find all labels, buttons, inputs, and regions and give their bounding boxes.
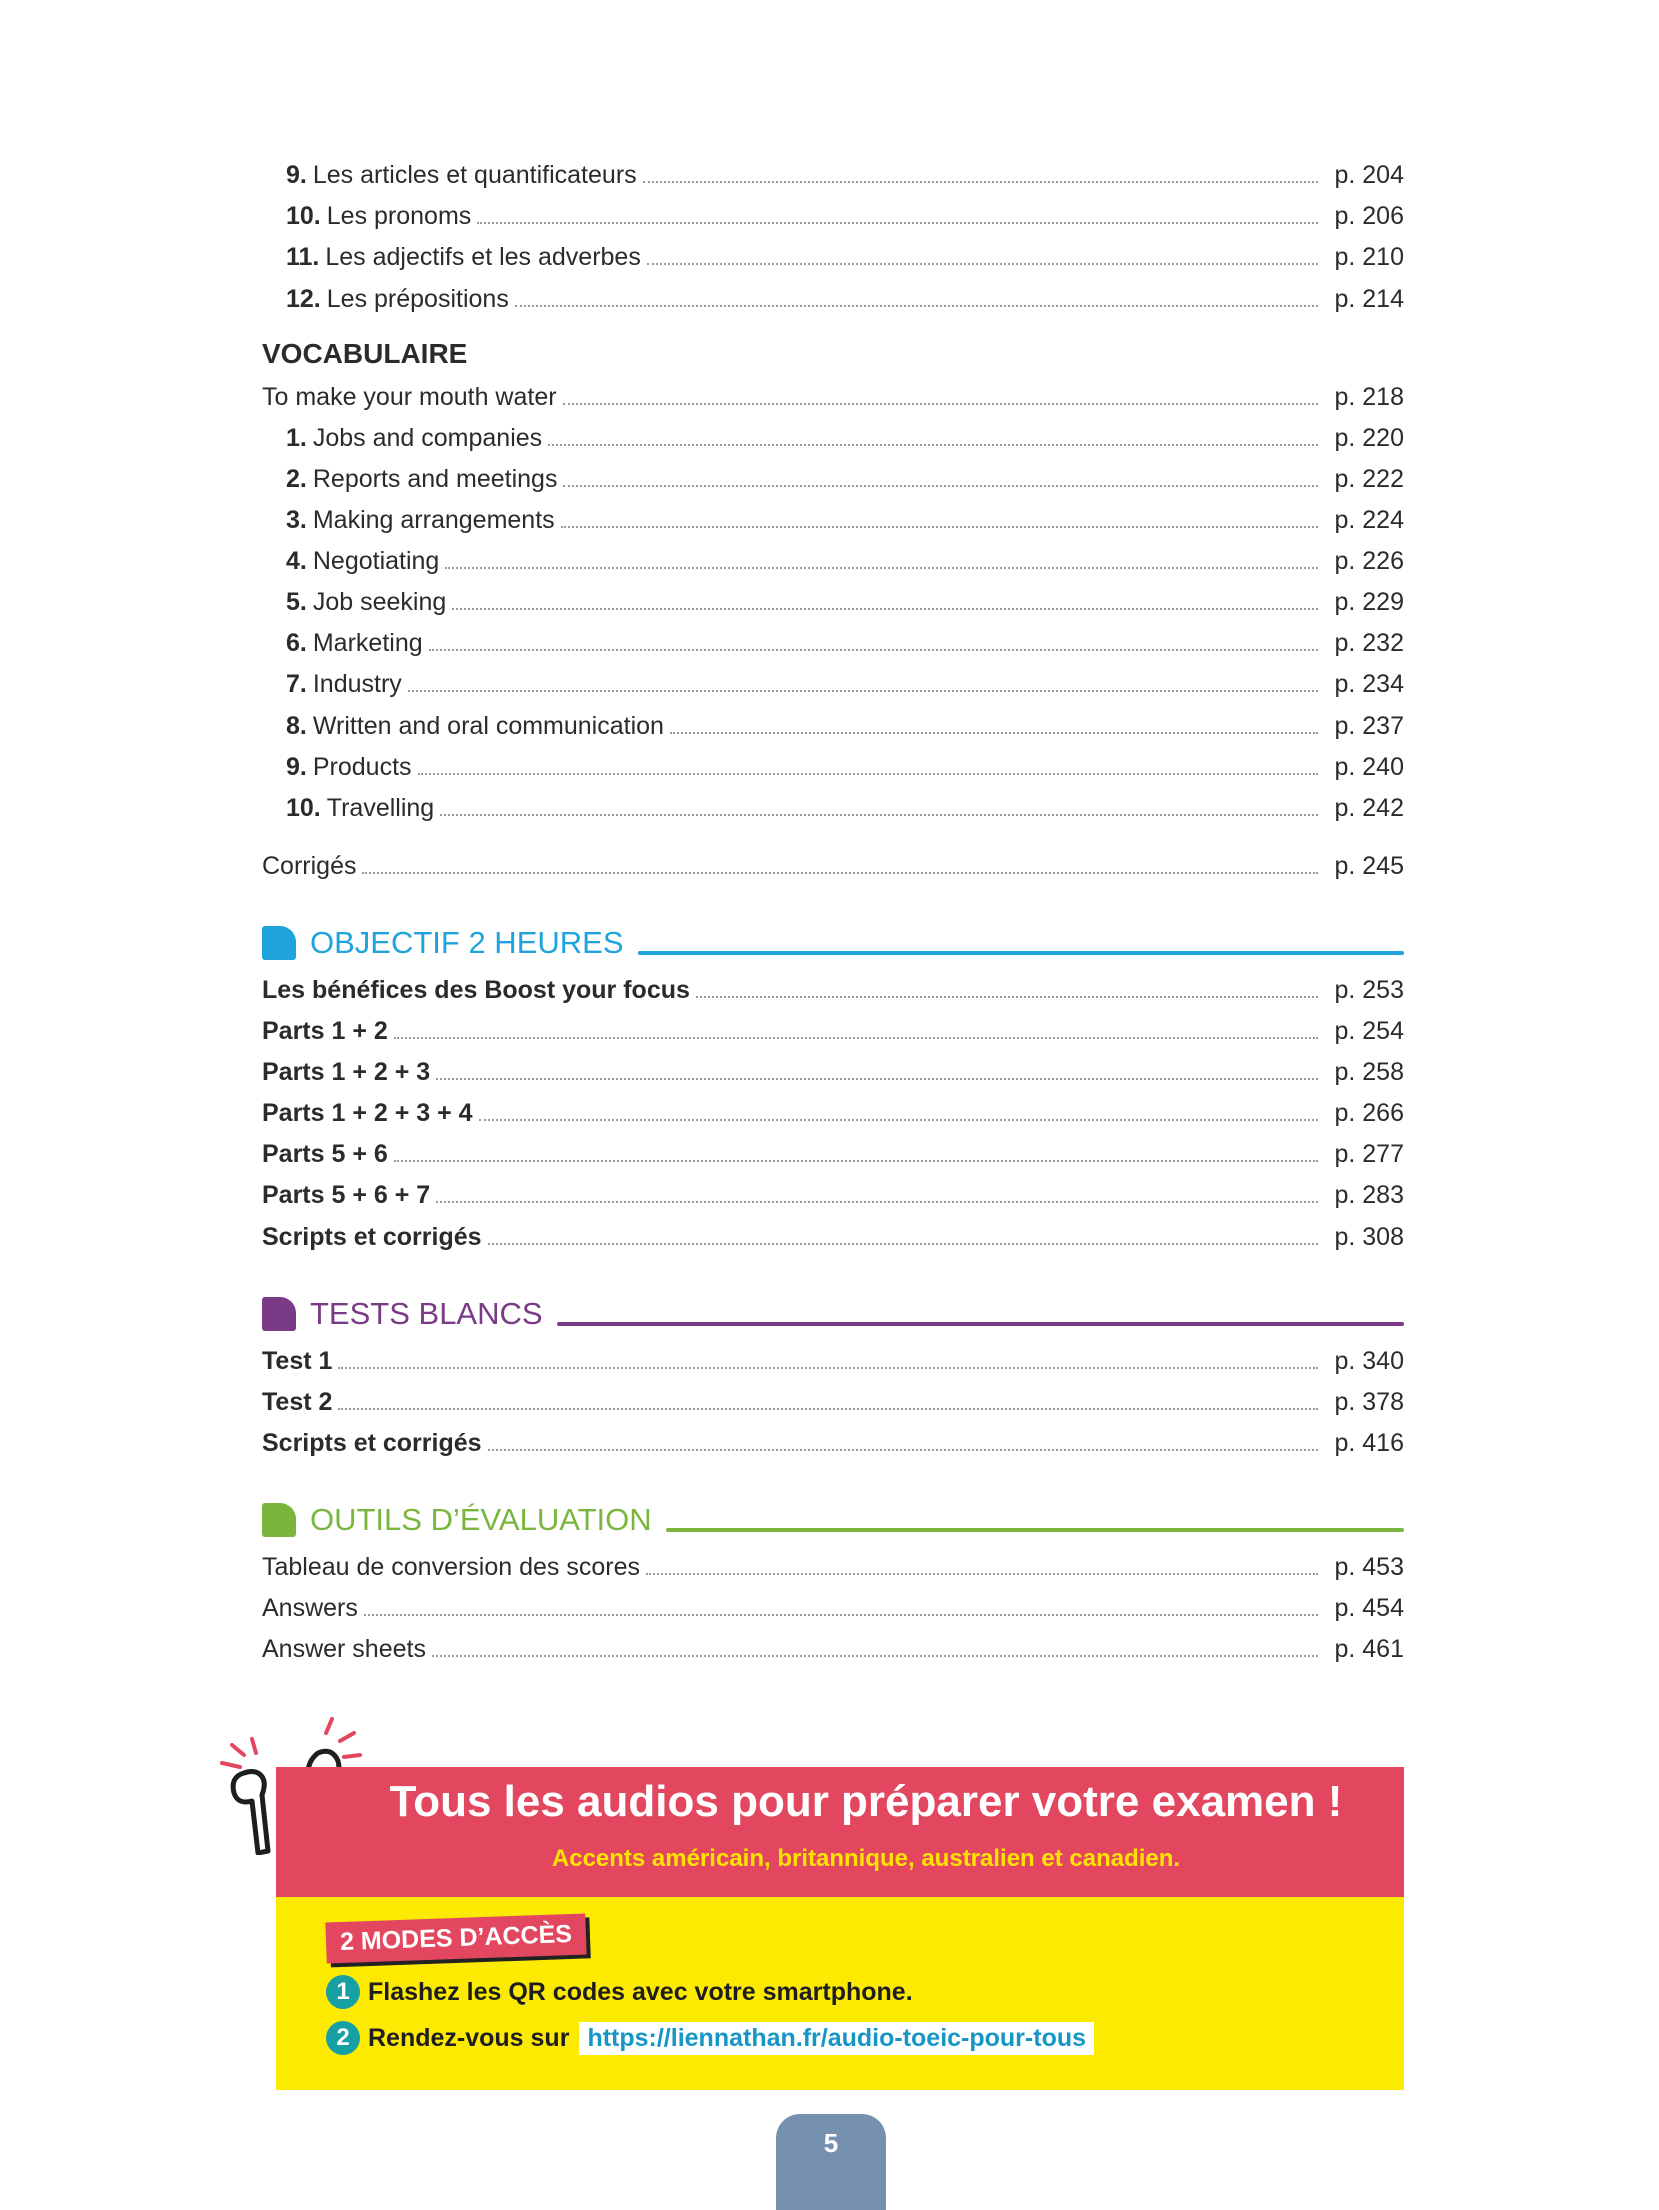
entry-number: 7. [286, 670, 307, 698]
toc-entry[interactable] [262, 1220, 1404, 1254]
entry-title: Making arrangements [312, 506, 555, 534]
entry-number: 9. [286, 161, 307, 189]
entry-title: Travelling [326, 794, 435, 822]
entry-number: 6. [286, 629, 307, 657]
entry-number: 3. [286, 506, 307, 534]
entry-title: Les pronoms [326, 202, 472, 230]
entry-number: 4. [286, 547, 307, 575]
toc-entry[interactable] [262, 585, 1404, 619]
section-objectif-header [262, 921, 1404, 965]
section-tests-header [262, 1292, 1404, 1336]
access-step-2 [326, 2021, 1094, 2055]
entry-title: Marketing [312, 629, 423, 657]
entry-number: 10. [286, 794, 321, 822]
entry-page: p. 210 [1334, 243, 1404, 271]
entry-title: Les bénéfices des Boost your focus [262, 976, 690, 1004]
entry-page: p. 226 [1334, 547, 1404, 575]
toc-entry[interactable] [262, 1096, 1404, 1130]
toc-entry[interactable] [262, 282, 1404, 316]
toc-entry[interactable] [262, 750, 1404, 784]
entry-page: p. 206 [1334, 202, 1404, 230]
entry-page: p. 234 [1334, 670, 1404, 698]
entry-page: p. 237 [1334, 712, 1404, 740]
access-step-1 [326, 1975, 913, 2009]
entry-page: p. 232 [1334, 629, 1404, 657]
section-marker-icon [262, 926, 296, 960]
entry-title: Parts 1 + 2 [262, 1017, 388, 1045]
section-title: OBJECTIF 2 HEURES [310, 925, 624, 960]
entry-number: 11. [286, 243, 320, 271]
step-number-badge: 1 [326, 1975, 360, 2009]
section-rule [666, 1528, 1404, 1532]
section-rule [638, 951, 1405, 955]
entry-page: p. 253 [1334, 976, 1404, 1004]
entry-title: Reports and meetings [312, 465, 558, 493]
toc-entry[interactable] [262, 973, 1404, 1007]
entry-page: p. 378 [1334, 1388, 1404, 1416]
audio-link[interactable]: https://liennathan.fr/audio-toeic-pour-tous [579, 2022, 1094, 2055]
entry-page: p. 204 [1334, 161, 1404, 189]
entry-page: p. 277 [1334, 1140, 1404, 1168]
toc-entry[interactable] [262, 380, 1404, 414]
entry-number: 1. [286, 424, 307, 452]
entry-title: Scripts et corrigés [262, 1429, 482, 1457]
step-number-badge: 2 [326, 2021, 360, 2055]
vocab-heading: VOCABULAIRE [262, 338, 468, 369]
entry-page: p. 416 [1334, 1429, 1404, 1457]
page-number: 5 [776, 2114, 886, 2210]
entry-page: p. 229 [1334, 588, 1404, 616]
entry-title: Scripts et corrigés [262, 1223, 482, 1251]
toc-entry[interactable] [262, 1385, 1404, 1419]
entry-title: Parts 5 + 6 + 7 [262, 1181, 431, 1209]
section-marker-icon [262, 1503, 296, 1537]
toc-entry[interactable] [262, 1055, 1404, 1089]
entry-page: p. 454 [1334, 1594, 1404, 1622]
toc-entry[interactable] [262, 1344, 1404, 1378]
entry-title: Written and oral communication [312, 712, 664, 740]
toc-entry[interactable] [262, 1591, 1404, 1625]
toc-entry[interactable] [262, 199, 1404, 233]
entry-title: Test 2 [262, 1388, 333, 1416]
entry-number: 9. [286, 753, 307, 781]
toc-entry[interactable] [262, 421, 1404, 455]
entry-title: Answer sheets [262, 1635, 426, 1663]
entry-number: 2. [286, 465, 307, 493]
entry-page: p. 222 [1334, 465, 1404, 493]
entry-title: Products [312, 753, 412, 781]
entry-page: p. 218 [1334, 383, 1404, 411]
entry-page: p. 266 [1334, 1099, 1404, 1127]
section-title: OUTILS D’ÉVALUATION [310, 1502, 652, 1537]
entry-title: Parts 1 + 2 + 3 [262, 1058, 431, 1086]
entry-page: p. 254 [1334, 1017, 1404, 1045]
audio-banner-title: Tous les audios pour préparer votre examen ! [389, 1777, 1343, 1826]
entry-title: Negotiating [312, 547, 440, 575]
entry-page: p. 214 [1334, 285, 1404, 313]
entry-page: p. 453 [1334, 1553, 1404, 1581]
entry-title: Job seeking [312, 588, 447, 616]
audio-banner-header [276, 1767, 1404, 1897]
step-text: Flashez les QR codes avec votre smartphone. [368, 1977, 913, 2006]
entry-page: p. 340 [1334, 1347, 1404, 1375]
toc-entry[interactable] [262, 849, 1404, 883]
step-text: Rendez-vous sur [368, 2023, 570, 2052]
entry-title: Test 1 [262, 1347, 333, 1375]
entry-number: 8. [286, 712, 307, 740]
toc-entry[interactable] [262, 1426, 1404, 1460]
entry-page: p. 258 [1334, 1058, 1404, 1086]
entry-page: p. 240 [1334, 753, 1404, 781]
entry-page: p. 283 [1334, 1181, 1404, 1209]
entry-title: Answers [262, 1594, 358, 1622]
toc-entry[interactable] [262, 1632, 1404, 1666]
toc-entry[interactable] [262, 158, 1404, 192]
entry-title: Parts 5 + 6 [262, 1140, 388, 1168]
toc-entry[interactable] [262, 1178, 1404, 1212]
access-modes-label: 2 MODES D’ACCÈS [325, 1913, 586, 1963]
entry-title: Corrigés [262, 852, 357, 880]
entry-title: Jobs and companies [312, 424, 543, 452]
entry-page: p. 242 [1334, 794, 1404, 822]
section-marker-icon [262, 1297, 296, 1331]
toc-entry[interactable] [262, 1550, 1404, 1584]
toc-entry[interactable] [262, 667, 1404, 701]
entry-title: Les adjectifs et les adverbes [325, 243, 641, 271]
entry-page: p. 308 [1334, 1223, 1404, 1251]
entry-title: Tableau de conversion des scores [262, 1553, 641, 1581]
section-outils-header [262, 1498, 1404, 1542]
toc-entry[interactable] [262, 1137, 1404, 1171]
toc-entry[interactable] [262, 544, 1404, 578]
toc-entry[interactable] [262, 709, 1404, 743]
section-title: TESTS BLANCS [310, 1296, 543, 1331]
section-rule [557, 1322, 1404, 1326]
toc-entry[interactable] [262, 626, 1404, 660]
entry-title: Parts 1 + 2 + 3 + 4 [262, 1099, 473, 1127]
audio-banner-subtitle: Accents américain, britannique, australien et canadien. [551, 1845, 1181, 1872]
entry-number: 12. [286, 285, 321, 313]
entry-title: Industry [312, 670, 402, 698]
entry-page: p. 461 [1334, 1635, 1404, 1663]
entry-title: Les articles et quantificateurs [312, 161, 637, 189]
entry-number: 10. [286, 202, 321, 230]
toc-entry[interactable] [262, 240, 1404, 274]
entry-page: p. 245 [1334, 852, 1404, 880]
entry-title: Les prépositions [326, 285, 509, 313]
audio-banner-body [276, 1897, 1404, 2090]
toc-entry[interactable] [262, 1014, 1404, 1048]
toc-entry[interactable] [262, 503, 1404, 537]
entry-number: 5. [286, 588, 307, 616]
toc-entry[interactable] [262, 462, 1404, 496]
entry-page: p. 224 [1334, 506, 1404, 534]
entry-title: To make your mouth water [262, 383, 557, 411]
entry-page: p. 220 [1334, 424, 1404, 452]
toc-entry[interactable] [262, 791, 1404, 825]
